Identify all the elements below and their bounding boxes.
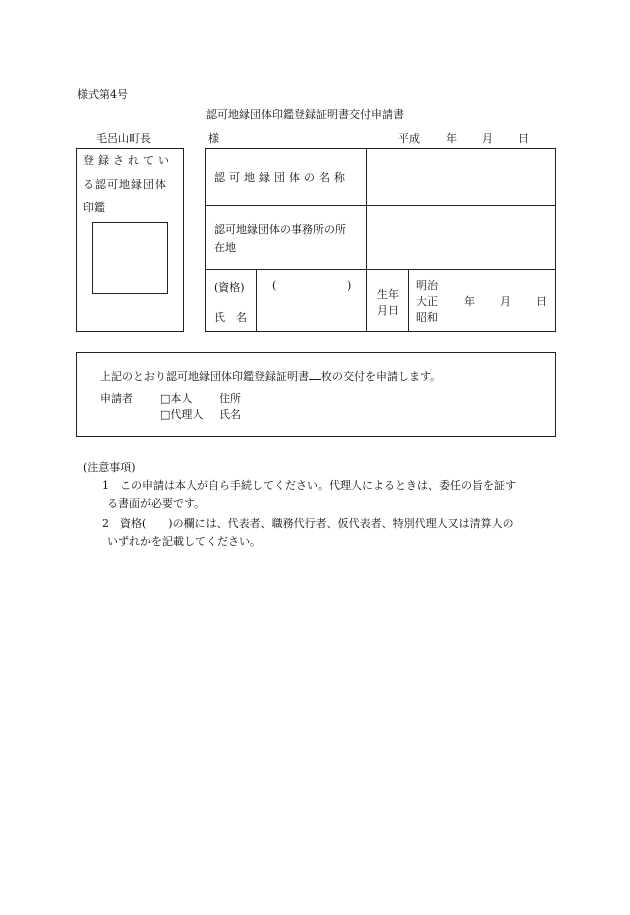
request-box (76, 352, 556, 437)
copies-field[interactable] (309, 378, 321, 380)
notes-heading: (注意事項) (83, 461, 136, 474)
group-name-field[interactable] (368, 151, 553, 203)
era-taisho[interactable]: 大正 (416, 295, 438, 308)
note-1-line1: 1 この申請は本人が自ら手続してください。代理人によるときは、委任の旨を証す (102, 479, 516, 492)
birth-month: 月 (500, 295, 511, 308)
date-era: 平成 (398, 132, 420, 145)
era-meiji[interactable]: 明治 (416, 279, 438, 292)
seal-box-label-line1: 登録されてい (83, 154, 173, 167)
birth-label-line2: 月日 (377, 304, 399, 317)
seal-imprint-square[interactable] (92, 222, 168, 294)
qualification-field[interactable] (278, 277, 344, 295)
applicant-info-table (205, 148, 556, 332)
applicant-label: 申請者 (100, 392, 133, 405)
group-name-label: 認可地縁団体の名称 (214, 171, 349, 184)
seal-registration-box (76, 148, 184, 332)
form-number: 様式第4号 (77, 88, 128, 101)
qualification-paren-close: ) (347, 279, 352, 292)
date-year: 年 (446, 132, 457, 145)
person-name-field[interactable] (260, 301, 364, 327)
applicant-name-label: 氏名 (219, 408, 241, 421)
seal-box-label-line3: 印鑑 (83, 201, 105, 214)
date-month: 月 (482, 132, 493, 145)
address-label: 住所 (219, 392, 241, 405)
office-address-field[interactable] (368, 207, 553, 267)
seal-box-label-line2: る認可地縁団体 (83, 178, 167, 191)
birth-day: 日 (536, 295, 547, 308)
date-day: 日 (518, 132, 529, 145)
option-self-checkbox[interactable]: □本人 (160, 392, 193, 405)
qualification-paren-open: ( (272, 279, 277, 292)
form-title: 認可地縁団体印鑑登録証明書交付申請書 (206, 108, 404, 121)
birth-year: 年 (464, 295, 475, 308)
office-address-label-line1: 認可地縁団体の事務所の所 (214, 223, 346, 236)
request-text-before: 上記のとおり認可地縁団体印鑑登録証明書 (100, 370, 309, 383)
office-address-label-line2: 在地 (214, 241, 236, 254)
request-sentence (100, 368, 441, 384)
request-text-after: 枚の交付を申請します。 (321, 370, 442, 383)
person-name-label: 氏 名 (214, 311, 247, 324)
note-1-line2: る書面が必要です。 (107, 497, 206, 510)
era-showa[interactable]: 昭和 (416, 311, 438, 324)
birth-label-line1: 生年 (377, 288, 399, 301)
note-2-line2: いずれかを記載してください。 (107, 535, 261, 548)
option-agent-checkbox[interactable]: □代理人 (160, 408, 204, 421)
honorific: 様 (208, 132, 219, 145)
mayor-addressee: 毛呂山町長 (96, 132, 151, 145)
qualification-label: (資格) (214, 281, 245, 294)
note-2-line1: 2 資格( )の欄には、代表者、職務代行者、仮代表者、特別代理人又は清算人の (102, 517, 514, 530)
